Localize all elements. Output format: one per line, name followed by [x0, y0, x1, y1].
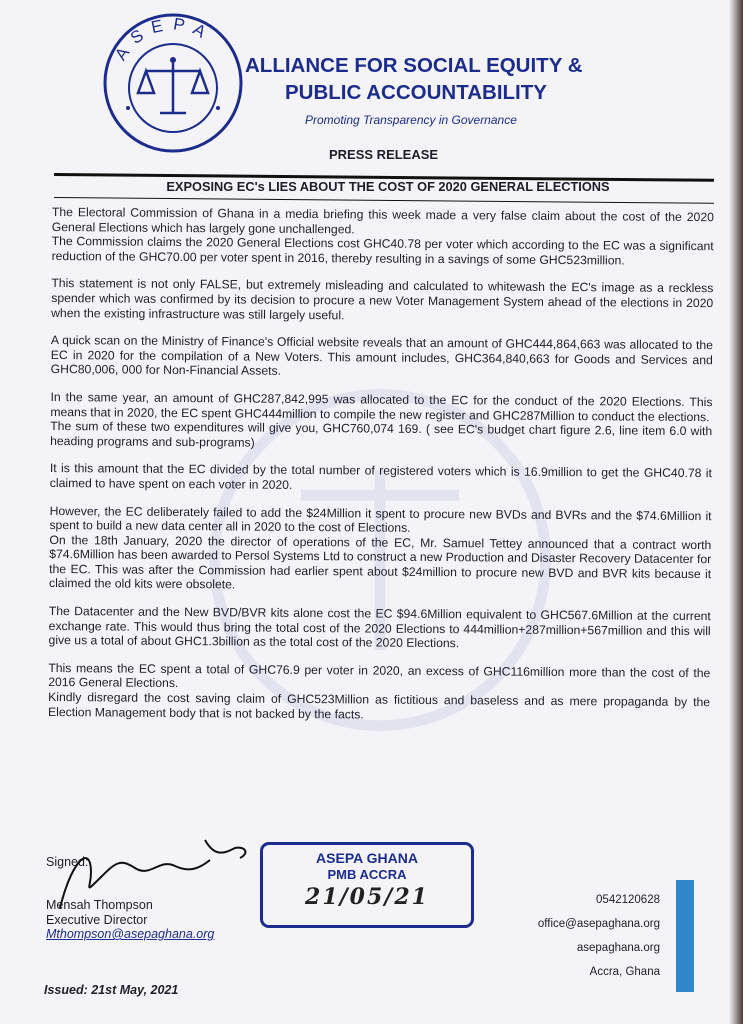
signed-label: Signed:	[46, 855, 89, 869]
paragraph-line: The Datacenter and the New BVD/BVR kits alone cost the EC $94.6Million equivalent to GHC567.6Million at the current exchange rate. This would thus bring the total cost of the 2020 Elections to 444million+287million+567million and this will give us a total of about GHC1.3billion as the total cost of the 2020 Elections.	[48, 604, 711, 651]
signatory-email-link[interactable]: Mthompson@asepaghana.org	[46, 927, 215, 941]
org-name-line1: ALLIANCE FOR SOCIAL EQUITY &	[245, 54, 583, 77]
paragraph-line: A quick scan on the Ministry of Finance's Official website reveals that an amount of GHC444,864,663 was allocated to the EC in 2020 for the compilation of a New Voters. This amount includes, GHC364,840,663 for Goods and Services and GHC80,006, 000 for Non-Financial Assets.	[50, 333, 713, 379]
paragraph	[50, 390, 712, 454]
paragraph	[52, 205, 714, 269]
asepa-logo	[98, 8, 248, 158]
page-edge-shadow	[729, 0, 743, 1024]
paragraph	[48, 661, 710, 725]
svg-text:ASEPA	[111, 14, 217, 63]
paragraph-line: The Commission claims the 2020 General Elections cost GHC40.78 per voter which according to the EC was a significant reduction of the GHC70.00 per voter spent in 2016, thereby resulting in a savings of some GHC523million.	[51, 234, 714, 268]
contact-block	[510, 888, 660, 984]
headline-rule-bottom	[54, 197, 714, 204]
org-name-line2: PUBLIC ACCOUNTABILITY	[285, 81, 547, 104]
press-release-label: PRESS RELEASE	[329, 147, 439, 162]
paragraph-line: This statement is not only FALSE, but extremely misleading and calculated to whitewash the EC's image as a reckless spender which was confirmed by its decision to procure a new Voter Management System ahead of the elections in 2020 when the existing infrastructure was still largely useful.	[51, 276, 714, 322]
office-stamp	[260, 842, 474, 928]
paragraph-line: The Electoral Commission of Ghana in a media briefing this week made a very false claim about the cost of the 2020 General Elections which has largely gone unchallenged.	[51, 205, 714, 236]
org-tagline: Promoting Transparency in Governance	[305, 113, 517, 127]
headline: EXPOSING EC's LIES ABOUT THE COST OF 2020 GENERAL ELECTIONS	[166, 179, 610, 194]
paragraph	[51, 333, 713, 382]
paragraph	[51, 276, 713, 325]
issued-date: Issued: 21st May, 2021	[44, 983, 179, 997]
paragraph-line: Kindly disregard the cost saving claim of GHC523Million as fictitious and baseless and as mere propaganda by the Election Management body that is not backed by the facts.	[47, 690, 711, 722]
body-text	[48, 205, 714, 737]
paragraph	[50, 461, 712, 495]
signatory	[46, 898, 214, 942]
paragraph-line: The sum of these two expenditures will give you, GHC760,074 169. ( see EC's budget chart figure 2.6, line item 6.0 with heading programs and sub-programs)	[50, 419, 713, 450]
logo-text: ASEPA	[111, 14, 217, 64]
paragraph-line: However, the EC deliberately failed to add the $24Million it spent to procure new BVDs and BVRs and the $74.6Million it spent to build a new data center all in 2020 to the cost of Elections.	[49, 503, 712, 535]
paragraph	[49, 503, 712, 596]
paragraph	[49, 604, 711, 653]
paragraph-line: It is this amount that the EC divided by the total number of registered voters which is 16.9million to get the GHC40.78 it claimed to have spent on each voter in 2020.	[49, 461, 712, 492]
stamp-date: 21/05/21	[305, 884, 429, 910]
contact-location: Accra, Ghana	[589, 966, 660, 978]
paragraph-line: This means the EC spent a total of GHC76.9 per voter in 2020, an excess of GHC116million more than the cost of the 2016 General Elections.	[48, 660, 711, 691]
contact-phone: 0542120628	[596, 894, 660, 906]
signatory-title: Executive Director	[46, 912, 148, 927]
stamp-line1: ASEPA GHANA	[316, 850, 418, 866]
paragraph-line: In the same year, an amount of GHC287,842,995 was allocated to the EC for the conduct of the 2020 Elections. This means that in 2020, the EC spent GHC444million to compile the new register and GHC287Million to conduct the elections.	[50, 389, 713, 424]
stamp-line2: PMB ACCRA	[327, 867, 407, 882]
signatory-name: Mensah Thompson	[46, 898, 153, 912]
organization-name	[245, 52, 583, 106]
contact-website[interactable]: asepaghana.org	[576, 942, 660, 954]
accent-bar	[676, 880, 694, 992]
paragraph-line: On the 18th January, 2020 the director of operations of the EC, Mr. Samuel Tettey announced that a contract worth $74.6Million has been awarded to Persol Systems Ltd to construct a new Production and Disaster Recovery Datacenter for the EC. This was after the Commission had earlier spent about $24million to procure new BVD and BVR kits because it claimed the old kits were obsolete.	[48, 532, 712, 592]
contact-email[interactable]: office@asepaghana.org	[537, 918, 660, 930]
